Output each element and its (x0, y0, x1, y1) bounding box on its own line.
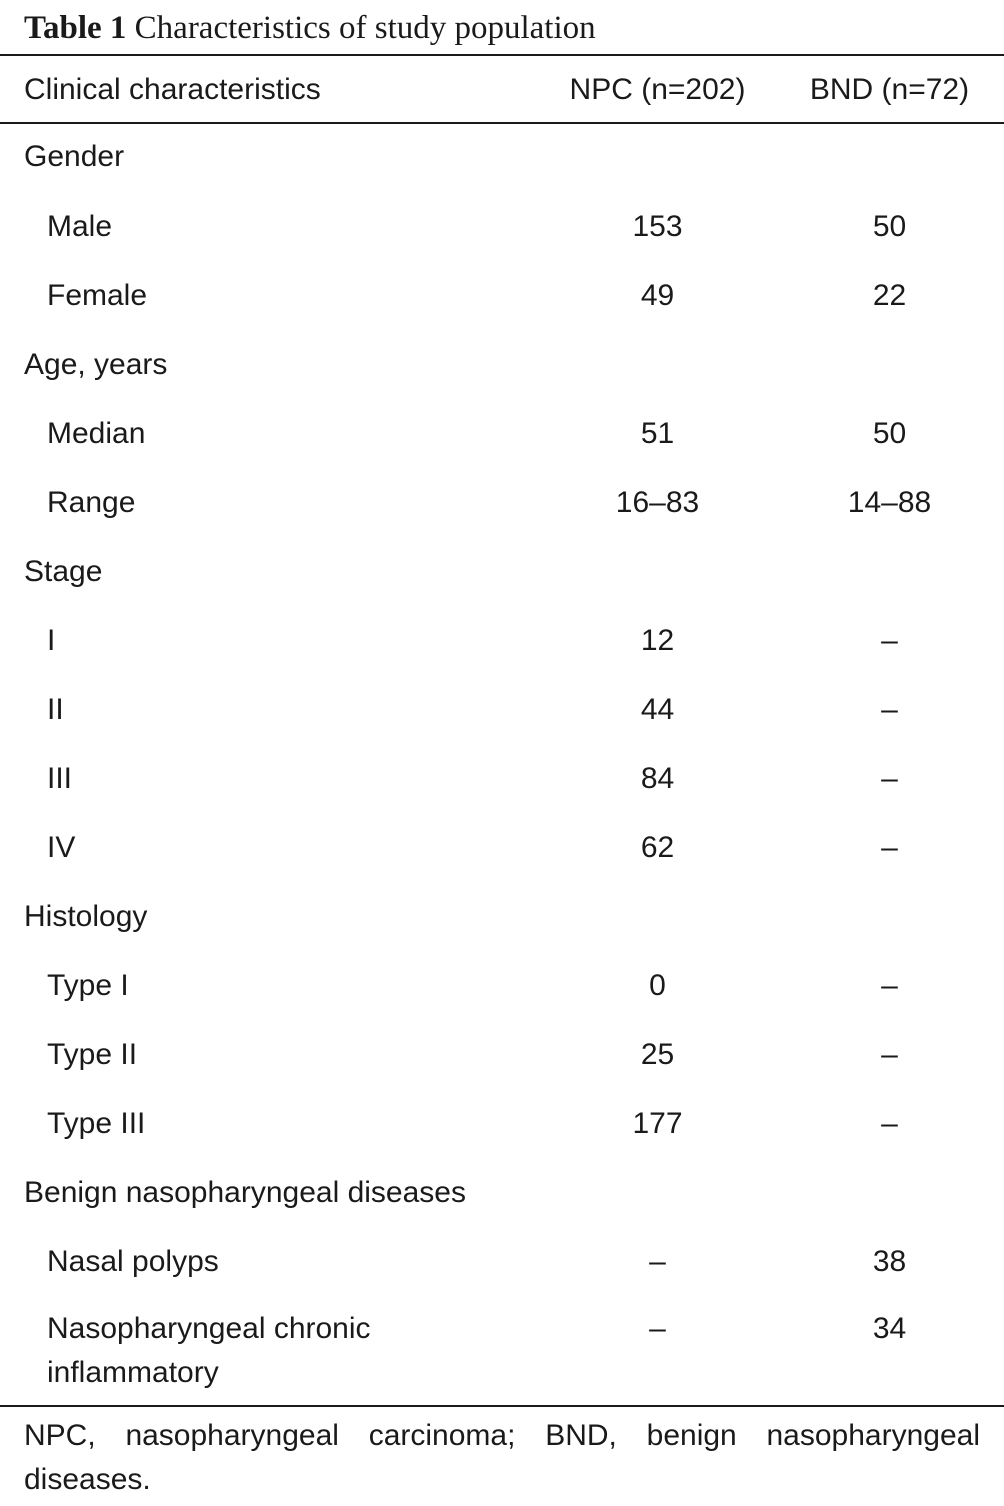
npc-value (540, 882, 775, 951)
bnd-value: 22 (872, 278, 907, 312)
section-row (0, 537, 1004, 606)
row-label: II (47, 692, 64, 726)
section-label: Age, years (24, 347, 168, 381)
bnd-value: – (881, 968, 898, 1002)
npc-value: 0 (649, 968, 666, 1002)
table-number: Table 1 (24, 10, 127, 46)
npc-value: – (649, 1244, 666, 1278)
table-row (0, 261, 1004, 330)
npc-value (540, 1158, 775, 1227)
npc-value: 25 (640, 1037, 675, 1071)
row-label: Median (47, 416, 146, 450)
row-label: Male (47, 209, 113, 243)
section-row (0, 330, 1004, 399)
row-label: Range (47, 485, 136, 519)
section-label: Histology (24, 899, 148, 933)
bnd-value (775, 1158, 1004, 1227)
bnd-value: – (881, 623, 898, 657)
bnd-value: – (881, 1037, 898, 1071)
table-row (0, 1296, 1004, 1399)
table-row (0, 1227, 1004, 1296)
npc-value: 44 (640, 692, 675, 726)
bnd-value (775, 882, 1004, 951)
bnd-value: 14–88 (847, 485, 932, 519)
bnd-value: 38 (872, 1244, 907, 1278)
row-label: Nasopharyngeal chronic inflammatory (47, 1312, 371, 1389)
table-row (0, 399, 1004, 468)
top-rule (0, 54, 1004, 56)
bnd-value: 50 (872, 416, 907, 450)
row-label: III (47, 761, 73, 795)
table-header (0, 57, 1004, 122)
table-row (0, 675, 1004, 744)
table-row (0, 951, 1004, 1020)
npc-value (540, 330, 775, 399)
bnd-value (775, 122, 1004, 192)
bottom-rule (0, 1405, 1004, 1407)
row-label: Female (47, 278, 148, 312)
table-row (0, 468, 1004, 537)
table-row (0, 192, 1004, 261)
section-row (0, 122, 1004, 192)
npc-value: 153 (632, 209, 683, 243)
table-caption (24, 6, 596, 50)
header-row (0, 57, 1004, 122)
bnd-value: – (881, 692, 898, 726)
characteristics-table (0, 57, 1004, 1399)
bnd-value (775, 537, 1004, 606)
npc-value (540, 537, 775, 606)
npc-value: – (649, 1312, 666, 1345)
bnd-value (775, 330, 1004, 399)
table-row (0, 1089, 1004, 1158)
row-label: Type II (47, 1037, 138, 1071)
row-label: IV (47, 830, 76, 864)
bnd-value: 34 (872, 1312, 907, 1345)
section-label: Gender (24, 140, 125, 173)
bnd-value: – (881, 1106, 898, 1140)
section-row (0, 882, 1004, 951)
table-row (0, 1020, 1004, 1089)
npc-value: 51 (640, 416, 675, 450)
table-row (0, 606, 1004, 675)
npc-value: 177 (632, 1106, 683, 1140)
npc-value (540, 122, 775, 192)
section-label: Stage (24, 554, 103, 588)
row-label: Type III (47, 1106, 146, 1140)
row-label: Type I (47, 968, 129, 1002)
npc-value: 16–83 (615, 485, 700, 519)
column-header-bnd: BND (n=72) (809, 72, 970, 106)
bnd-value: 50 (872, 209, 907, 243)
table-row (0, 813, 1004, 882)
row-label: Nasal polyps (47, 1244, 219, 1278)
npc-value: 12 (640, 623, 675, 657)
column-header-characteristics: Clinical characteristics (24, 72, 321, 106)
table-body (0, 122, 1004, 1399)
table-title: Characteristics of study population (134, 10, 596, 46)
row-label: I (47, 623, 56, 657)
column-header-npc: NPC (n=202) (569, 72, 746, 106)
bnd-value: – (881, 761, 898, 795)
table-row (0, 744, 1004, 813)
npc-value: 84 (640, 761, 675, 795)
section-label: Benign nasopharyngeal diseases (24, 1175, 466, 1209)
npc-value: 49 (640, 278, 675, 312)
npc-value: 62 (640, 830, 675, 864)
section-row (0, 1158, 1004, 1227)
bnd-value: – (881, 830, 898, 864)
table-footnote: NPC, nasopharyngeal carcinoma; BND, benign nasopharyngeal diseases. (24, 1419, 980, 1496)
